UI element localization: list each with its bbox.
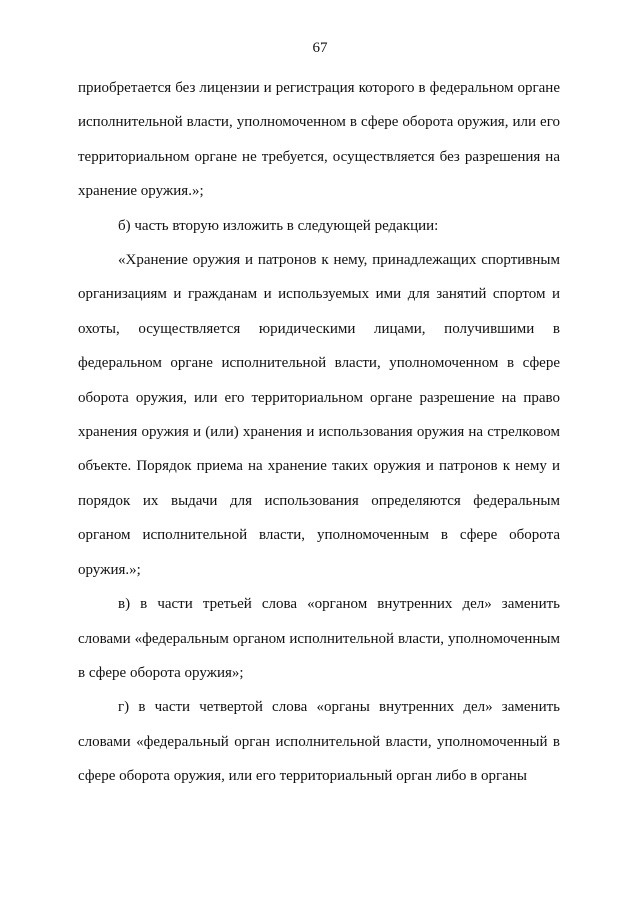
page-number: 67 xyxy=(312,40,328,56)
paragraph-item-v: в) в части третьей слова «органом внутренних дел» заменить словами «федеральным органом исполнительной власти, уполномоченным в сфере оборота оружия»; xyxy=(78,596,560,681)
paragraph-item-b: б) часть вторую изложить в следующей редакции: xyxy=(118,217,439,234)
document-body xyxy=(78,71,560,794)
paragraph-item-g: г) в части четвертой слова «органы внутренних дел» заменить словами «федеральный орган исполнительной власти, уполномоченный в сфере оборота оружия, или его территориальный орган либо в органы xyxy=(78,699,560,785)
paragraph-continuation: приобретается без лицензии и регистрация которого в федеральном органе исполнительной власти, уполномоченном в сфере оборота оружия, или его территориальном органе не требуется, осуществляется без разрешения на хранение оружия.»; xyxy=(78,80,560,200)
paragraph-quoted-text: «Хранение оружия и патронов к нему, принадлежащих спортивным организациям и гражданам и используемых ими для занятий спортом и охоты, осуществляется юридическими лицами, получившими в федеральном органе исполнительной власти, уполномоченном в сфере оборота оружия, или его территориальном органе разрешение на право хранения оружия и (или) хранения и использования оружия на стрелковом объекте. Порядок приема на хранение таких оружия и патронов к нему и порядок их выдачи для использования определяются федеральным органом исполнительной власти, уполномоченным в сфере оборота оружия.»; xyxy=(78,252,560,578)
